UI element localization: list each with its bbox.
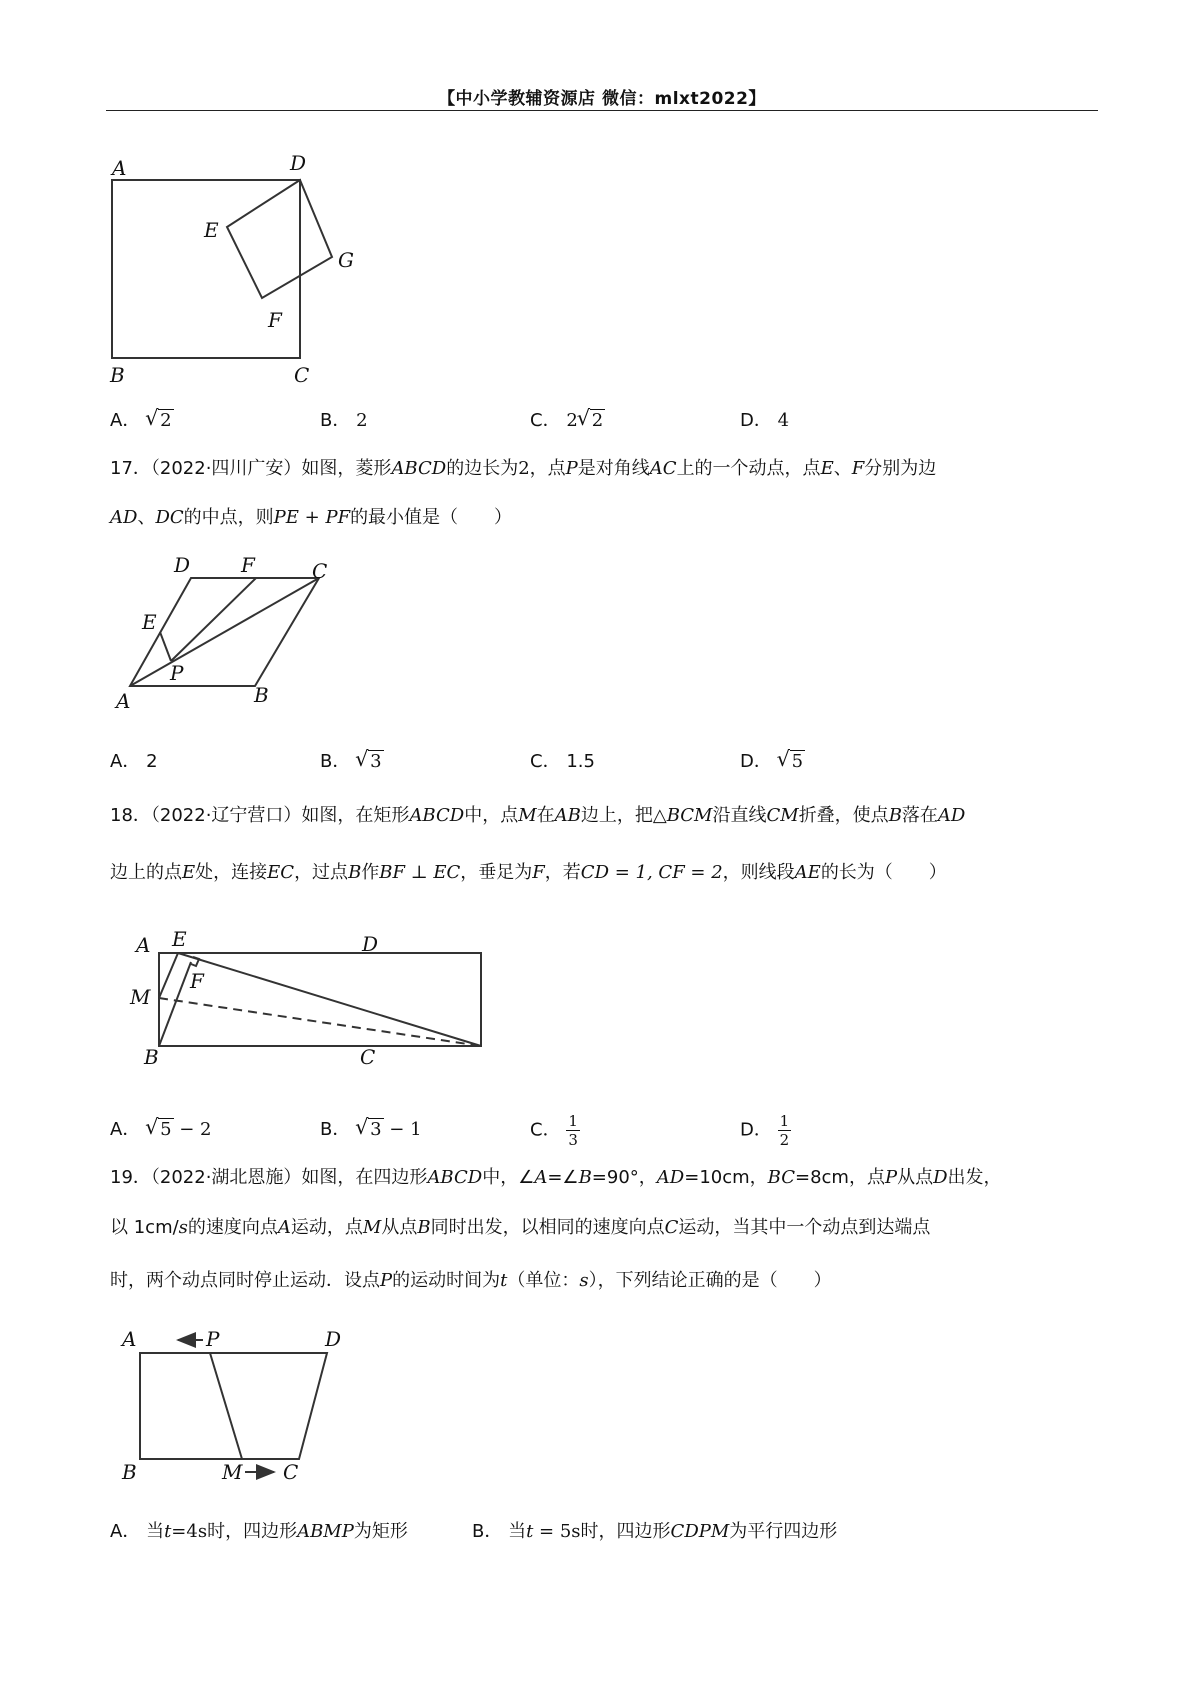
fraction: $\frac{1}{2}$ xyxy=(779,1112,790,1149)
q19-figure xyxy=(114,1326,354,1486)
q19-option-b[interactable]: B． 当t = 5s时，四边形CDPM为平行四边形 xyxy=(472,1521,838,1542)
q18-line-1: 18．（2022·辽宁营口）如图，在矩形ABCD中，点M在AB边上，把△BCM沿直线CM折叠，使点B落在AD xyxy=(110,805,966,826)
q17-option-b[interactable]: B． √ 3 xyxy=(320,749,384,775)
segment-ep xyxy=(160,632,171,661)
label-C: C xyxy=(312,559,328,583)
label-D: D xyxy=(325,1327,342,1351)
label-F: F xyxy=(190,969,204,993)
segment-bf xyxy=(159,962,191,1046)
label-A: A xyxy=(116,689,131,713)
q17-line-1: 17．（2022·四川广安）如图，菱形ABCD的边长为2，点P是对角线AC上的一个动点，点E、F分别为边 xyxy=(110,458,937,479)
label-C: C xyxy=(294,363,310,387)
label-E: E xyxy=(172,927,187,951)
sqrt: √ 2 xyxy=(146,408,173,434)
q16-option-a[interactable]: A． √ 2 xyxy=(110,408,174,434)
label-A: A xyxy=(112,156,127,180)
sqrt: √ 3 xyxy=(356,1117,383,1143)
trapezoid-abcd xyxy=(140,1353,327,1459)
square-degf xyxy=(227,180,332,298)
q19-line-1: 19．（2022·湖北恩施）如图，在四边形ABCD中，∠A=∠B=90°，AD=10cm，BC=8cm，点P从点D出发， xyxy=(110,1167,1002,1188)
label-D: D xyxy=(290,151,307,175)
label-P: P xyxy=(170,661,184,685)
q17-line-2: AD、DC的中点，则PE + PF的最小值是（ ） xyxy=(110,507,513,528)
label-G: G xyxy=(338,248,354,272)
label-B: B xyxy=(144,1045,159,1069)
q19-line-3: 时，两个动点同时停止运动．设点P的运动时间为t（单位：s），下列结论正确的是（ ） xyxy=(110,1270,832,1291)
label-B: B xyxy=(110,363,125,387)
q18-option-d[interactable]: D． $\frac{1}{2}$ xyxy=(740,1112,790,1149)
segment-em xyxy=(159,953,178,998)
q17-option-c[interactable]: C． 1.5 xyxy=(530,751,595,772)
label-D: D xyxy=(362,932,379,956)
q16-option-c[interactable]: C． 2√ 2 xyxy=(530,408,605,434)
label-P: P xyxy=(206,1327,220,1351)
q19-option-a[interactable]: A． 当t=4s时，四边形ABMP为矩形 xyxy=(110,1521,408,1542)
q17-option-d[interactable]: D． √ 5 xyxy=(740,749,805,775)
q18-option-b[interactable]: B． √ 3 − 1 xyxy=(320,1117,422,1143)
label-B: B xyxy=(254,683,269,707)
label-E: E xyxy=(204,218,219,242)
q18-option-c[interactable]: C． $\frac{1}{3}$ xyxy=(530,1112,578,1149)
label-C: C xyxy=(283,1460,299,1484)
q16-figure xyxy=(100,150,380,390)
q18-option-a[interactable]: A． √ 5 − 2 xyxy=(110,1117,212,1143)
diagonal-ac xyxy=(130,578,319,686)
q18-figure xyxy=(126,926,386,1069)
q17-option-a[interactable]: A． 2 xyxy=(110,751,158,772)
q16-option-b[interactable]: B． 2 xyxy=(320,410,368,431)
segment-ec xyxy=(178,953,481,1046)
label-D: D xyxy=(174,553,191,577)
sqrt: √ 2 xyxy=(578,408,605,434)
label-M: M xyxy=(222,1460,243,1484)
label-B: B xyxy=(122,1460,137,1484)
q17-figure xyxy=(108,552,338,712)
label-A: A xyxy=(122,1327,137,1351)
sqrt: √ 5 xyxy=(778,749,805,775)
label-E: E xyxy=(142,610,157,634)
sqrt: √ 5 xyxy=(146,1117,173,1143)
segment-mc xyxy=(159,998,481,1046)
label-A: A xyxy=(136,933,151,957)
fraction: $\frac{1}{3}$ xyxy=(568,1112,578,1149)
q18-line-2: 边上的点E处，连接EC，过点B作BF ⊥ EC，垂足为F，若CD = 1, CF = 2，则线段AE的长为（ ） xyxy=(110,862,947,883)
sqrt: √ 3 xyxy=(356,749,383,775)
label-F: F xyxy=(241,553,255,577)
header-rule xyxy=(106,110,1098,111)
page-header: 【中小学教辅资源店 微信：mlxt2022】 xyxy=(438,89,766,109)
label-M: M xyxy=(130,985,151,1009)
label-C: C xyxy=(360,1045,376,1069)
q16-option-d[interactable]: D． 4 xyxy=(740,410,790,431)
q19-line-2: 以 1cm/s的速度向点A运动，点M从点B同时出发，以相同的速度向点C运动，当其中一个动点到达端点 xyxy=(110,1217,931,1238)
segment-pm xyxy=(210,1353,242,1459)
label-F: F xyxy=(268,308,282,332)
